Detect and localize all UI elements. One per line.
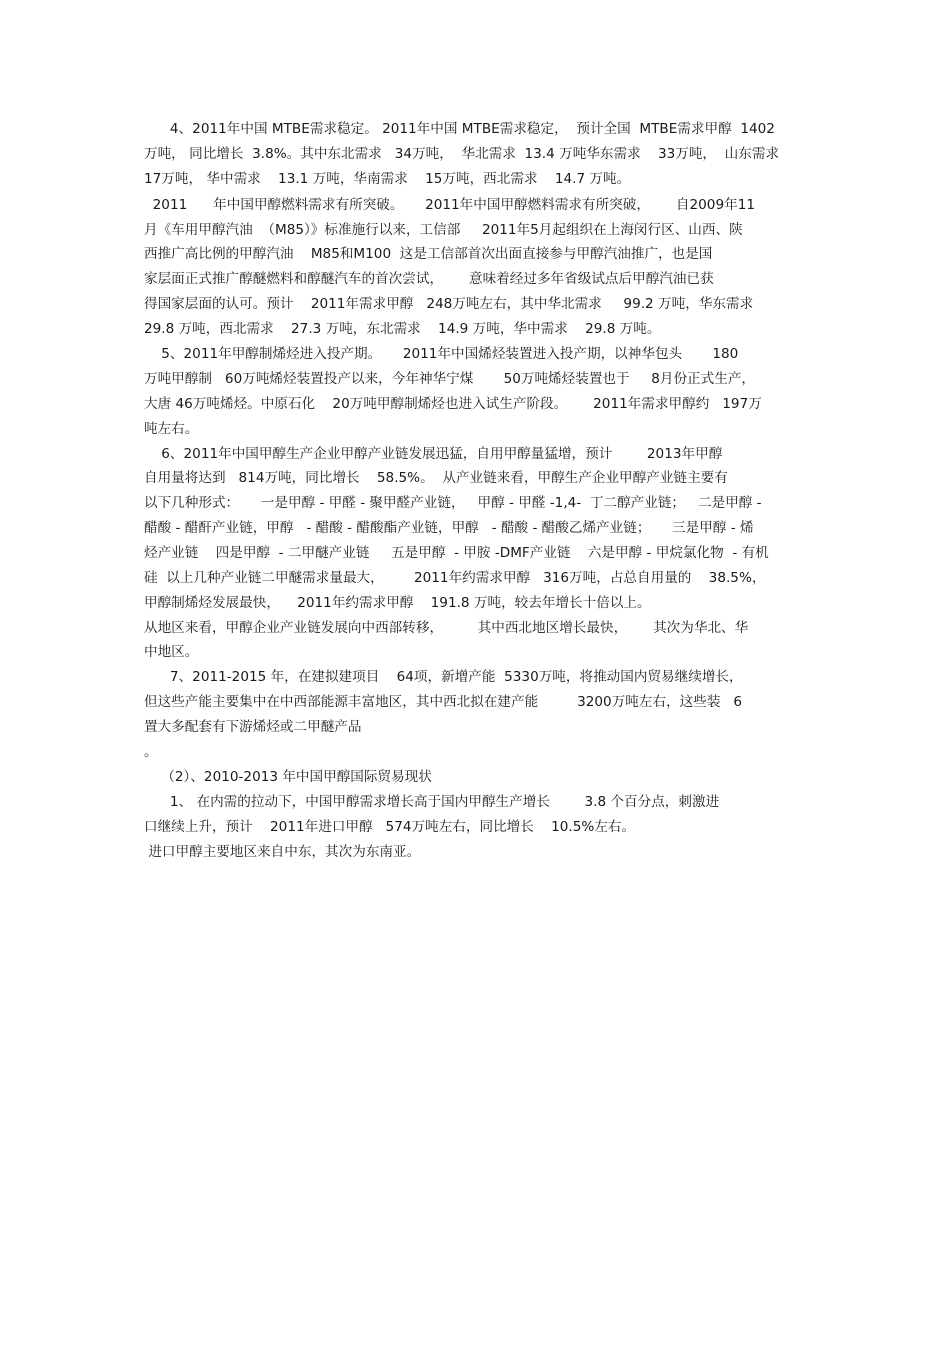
text-line: 。 <box>144 744 158 760</box>
text-line: 置大多配套有下游烯烃或二甲醚产品 <box>144 719 362 735</box>
text-line: 以下几种形式： 一是甲醇 - 甲醛 - 聚甲醛产业链， 甲醇 - 甲醛 -1,4- 丁二醇产业链； 二是甲醇 - <box>144 495 762 511</box>
text-line: 6、2011年中国甲醇生产企业甲醇产业链发展迅猛，自用甲醇量猛增，预计 2013年甲醇 <box>144 446 723 462</box>
text-line: 口继续上升，预计 2011年进口甲醇 574万吨左右，同比增长 10.5%左右。 <box>144 819 636 835</box>
text-line: 但这些产能主要集中在中西部能源丰富地区，其中西北拟在建产能 3200万吨左右，这些装 6 <box>144 694 743 710</box>
text-line: 月《车用甲醇汽油 （M85）》标准施行以来，工信部 2011年5月起组织在上海闵行区、山西、陕 <box>144 222 743 238</box>
text-line: 吨左右。 <box>144 421 199 437</box>
text-line: 西推广高比例的甲醇汽油 M85和M100 这是工信部首次出面直接参与甲醇汽油推广，也是国 <box>144 246 713 262</box>
text-line: 4、2011年中国 MTBE需求稳定。 2011年中国 MTBE需求稳定， 预计全国 MTBE需求甲醇 1402 <box>144 121 775 137</box>
text-line: 中地区。 <box>144 644 199 660</box>
text-line: 烃产业链 四是甲醇 - 二甲醚产业链 五是甲醇 - 甲胺 -DMF产业链 六是甲醇 - 甲烷氯化物 - 有机 <box>144 545 769 561</box>
text-line: 5、2011年甲醇制烯烃进入投产期。 2011年中国烯烃装置进入投产期，以神华包头 180 <box>144 346 739 362</box>
text-line: 甲醇制烯烃发展最快， 2011年约需求甲醇 191.8 万吨，较去年增长十倍以上。 <box>144 595 651 611</box>
text-line: 2011 年中国甲醇燃料需求有所突破。 2011年中国甲醇燃料需求有所突破， 自2009年11 <box>144 197 755 213</box>
text-line: 17万吨， 华中需求 13.1 万吨，华南需求 15万吨，西北需求 14.7 万吨。 <box>144 171 631 187</box>
text-line: 硅 以上几种产业链二甲醚需求量最大， 2011年约需求甲醇 316万吨，占总自用量的 38.5%， <box>144 570 766 586</box>
text-line: 7、2011-2015 年，在建拟建项目 64项，新增产能 5330万吨，将推动国内贸易继续增长， <box>144 669 743 685</box>
text-line: 进口甲醇主要地区来自中东，其次为东南亚。 <box>144 844 421 860</box>
section-heading: （2）、2010-2013 年中国甲醇国际贸易现状 <box>144 769 432 785</box>
text-line: 自用量将达到 814万吨，同比增长 58.5%。 从产业链来看，甲醇生产企业甲醇产业链主要有 <box>144 470 728 486</box>
text-line: 大唐 46万吨烯烃。中原石化 20万吨甲醇制烯烃也进入试生产阶段。 2011年需求甲醇约 197万 <box>144 396 762 412</box>
text-line: 29.8 万吨，西北需求 27.3 万吨，东北需求 14.9 万吨，华中需求 29.8 万吨。 <box>144 321 661 337</box>
text-line: 家层面正式推广醇醚燃料和醇醚汽车的首次尝试， 意味着经过多年省级试点后甲醇汽油已获 <box>144 271 714 287</box>
text-line: 得国家层面的认可。预计 2011年需求甲醇 248万吨左右，其中华北需求 99.2 万吨，华东需求 <box>144 296 754 312</box>
text-line: 醋酸 - 醋酐产业链，甲醇 - 醋酸 - 醋酸酯产业链，甲醇 - 醋酸 - 醋酸乙烯产业链； 三是甲醇 - 烯 <box>144 520 754 536</box>
text-line: 从地区来看，甲醇企业产业链发展向中西部转移， 其中西北地区增长最快， 其次为华北、华 <box>144 620 749 636</box>
text-line: 万吨， 同比增长 3.8%。其中东北需求 34万吨， 华北需求 13.4 万吨华东需求 33万吨， 山东需求 <box>144 146 780 162</box>
text-line: 万吨甲醇制 60万吨烯烃装置投产以来，今年神华宁煤 50万吨烯烃装置也于 8月份正式生产， <box>144 371 756 387</box>
text-line: 1、 在内需的拉动下，中国甲醇需求增长高于国内甲醇生产增长 3.8 个百分点，刺激进 <box>144 794 720 810</box>
